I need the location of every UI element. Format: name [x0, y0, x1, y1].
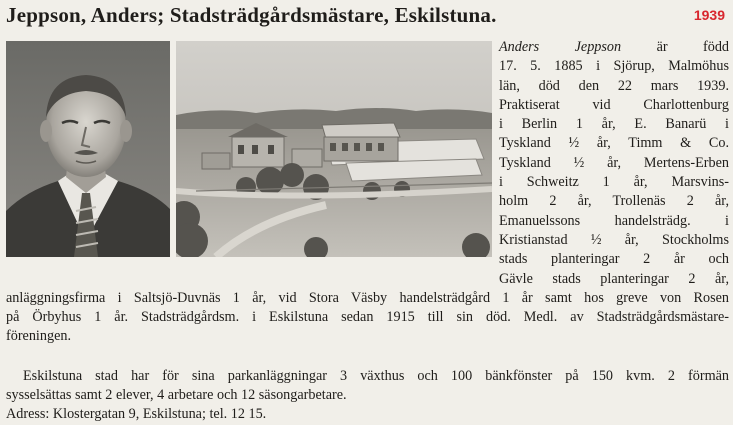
biography-line: anläggningsfirma i Saltsjö-Duvnäs 1 år, vid Stora Väsby handelsträdgård 1 år samt hos greve von Rosen — [6, 290, 729, 306]
biography-line: län, död den 22 mars 1939. — [499, 77, 729, 94]
biography-first-line: Anders Jeppson är född — [499, 39, 730, 55]
biography-line: Emanuelssons handelsträdg. i — [499, 212, 729, 229]
biography-line: stads planteringar 2 år och — [499, 251, 729, 268]
page-title: Jeppson, Anders; Stadsträdgårdsmästare, Eskilstuna. — [6, 3, 497, 27]
year-label: 1939 — [693, 7, 725, 23]
biography-line: Praktiserat vid Charlottenburg — [499, 96, 729, 113]
biography-line: Tyskland ½ år, Timm & Co. — [499, 135, 729, 152]
biography-line: föreningen. — [6, 328, 72, 344]
biography-line: i Schweitz 1 år, Marsvins- — [499, 174, 729, 191]
biography-line: i Berlin 1 år, E. Banarü i — [499, 116, 729, 133]
biography-line: på Örbyhus 1 år. Stadsträdgårdsm. i Eskilstuna sedan 1915 till sin död. Medl. av Stadsträdgårdsmästare- — [6, 309, 729, 325]
nursery-photo — [176, 41, 492, 257]
biography-line: Tyskland ½ år, Mertens-Erben — [499, 154, 729, 171]
biography-line: Kristianstad ½ år, Stockholms — [499, 231, 729, 248]
biography-line: Gävle stads planteringar 2 år, — [499, 270, 729, 287]
person-name: Anders Jeppson — [499, 39, 622, 55]
biography-line: holm 2 år, Trollenäs 2 år, — [499, 193, 729, 210]
biography-side-text — [499, 38, 729, 289]
address-line: Adress: Klostergatan 9, Eskilstuna; tel. 12 15. — [6, 406, 267, 422]
facility-line: Eskilstuna stad har för sina parkanläggningar 3 växthus och 100 bänkfönster på 150 kvm. 2 förmän — [23, 368, 729, 384]
facility-line: sysselsättas samt 2 elever, 4 arbetare och 12 säsongarbetare. — [6, 387, 347, 403]
biography-line: 17. 5. 1885 i Sjörup, Malmöhus — [499, 58, 729, 75]
portrait-photo — [6, 41, 170, 257]
